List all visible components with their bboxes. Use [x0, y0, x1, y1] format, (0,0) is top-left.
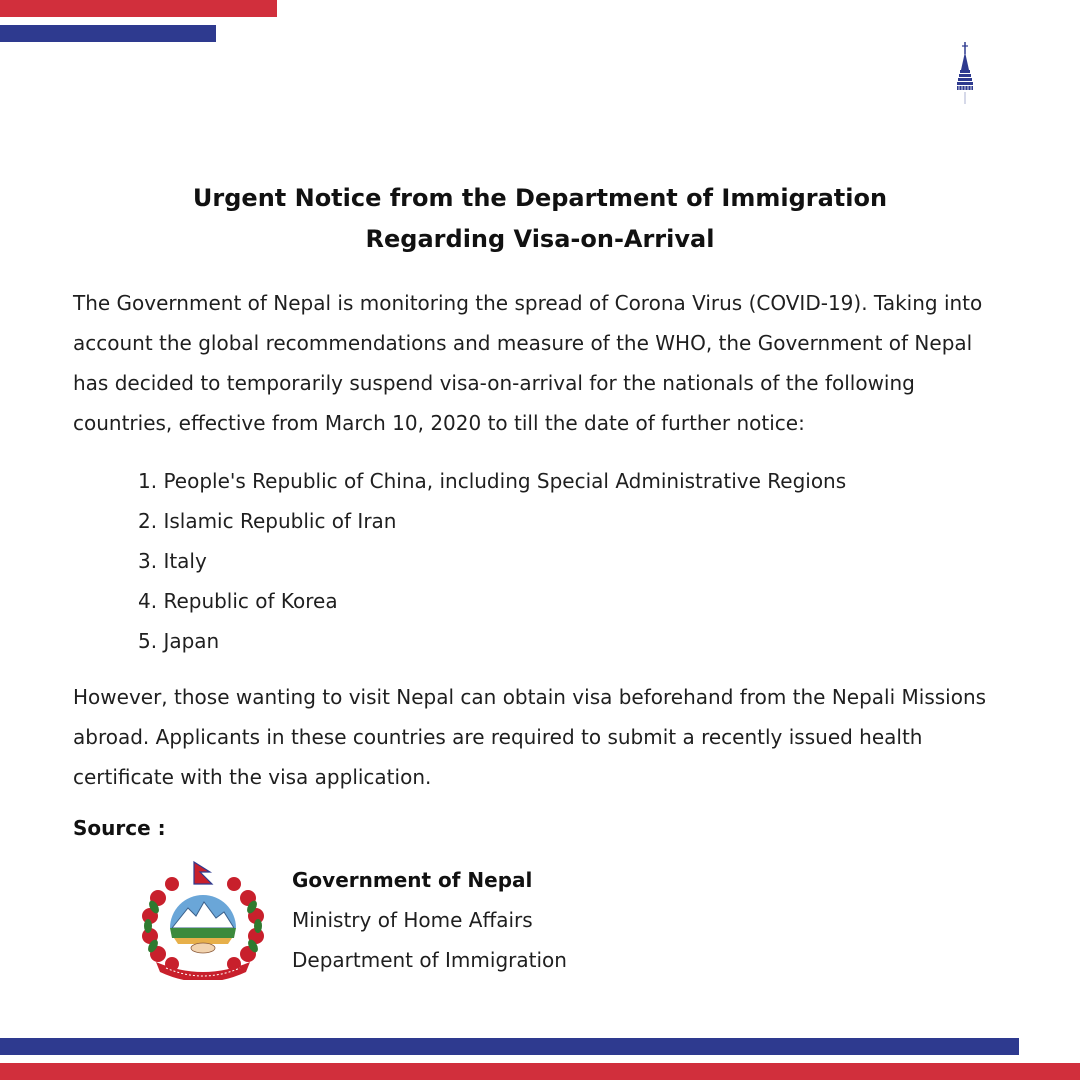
- source-organization: [292, 860, 567, 980]
- stupa-logo-icon: [940, 40, 990, 105]
- ministry-name: Ministry of Home Affairs: [292, 908, 533, 932]
- country-list-item: 1. People's Republic of China, including Special Administrative Regions: [138, 469, 847, 493]
- country-list-item: 5. Japan: [138, 629, 220, 653]
- notice-title-line-2: Regarding Visa-on-Arrival: [365, 225, 715, 253]
- notice-title-line-1: Urgent Notice from the Department of Immigration: [192, 184, 888, 212]
- notice-title: [0, 178, 1080, 260]
- country-list-item: 4. Republic of Korea: [138, 589, 338, 613]
- source-label: Source :: [73, 816, 166, 840]
- bottom-red-stripe: [0, 1063, 1080, 1080]
- top-red-stripe: [0, 0, 277, 17]
- intro-paragraph: The Government of Nepal is monitoring the spread of Corona Virus (COVID-19). Taking into account the global recommendations and measure of the WHO, the Government of Nepal has decided to temporarily suspend visa-on-arrival for the nationals of the following countries, effective from March 10, 2020 to till the date of further notice:: [73, 291, 983, 435]
- bottom-blue-stripe: [0, 1038, 1019, 1055]
- nepal-emblem-icon: [136, 858, 270, 980]
- country-list-item: 3. Italy: [138, 549, 207, 573]
- government-name: Government of Nepal: [292, 868, 533, 892]
- top-blue-stripe: [0, 25, 216, 42]
- country-list-item: 2. Islamic Republic of Iran: [138, 509, 397, 533]
- country-list: [138, 461, 988, 661]
- visa-paragraph: However, those wanting to visit Nepal can obtain visa beforehand from the Nepali Missions abroad. Applicants in these countries are required to submit a recently issued health certificate with the visa application.: [73, 685, 987, 789]
- department-name: Department of Immigration: [292, 948, 567, 972]
